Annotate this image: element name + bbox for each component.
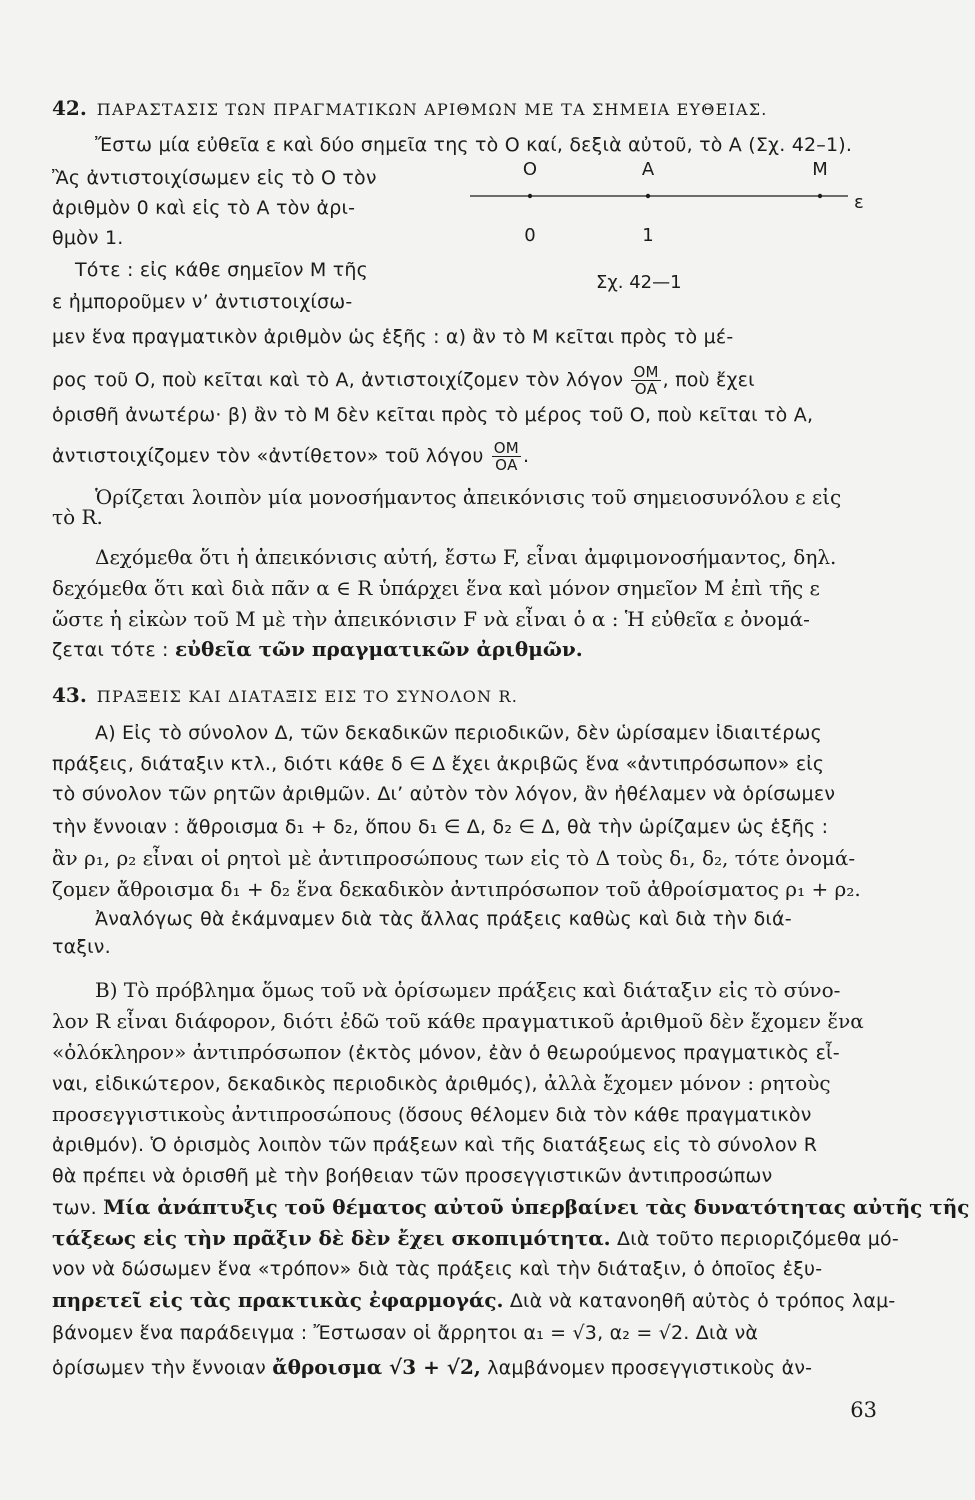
text-line bbox=[52, 364, 755, 397]
frac-numerator: ΟΜ bbox=[633, 363, 659, 381]
text-line: ὁρισθῆ ἀνωτέρω· β) ἂν τὸ Μ δὲν κεῖται πρὸς τὸ μέρος τοῦ Ο, ποὺ κεῖται τὸ Α, bbox=[52, 404, 814, 426]
section-number: 42. bbox=[52, 96, 87, 120]
text-line: ἂν ρ₁, ρ₂ εἶναι οἱ ρητοὶ μὲ ἀντιπροσώπους των εἰς τὸ Δ τοὺς δ₁, δ₂, τότε ὀνομά- bbox=[52, 846, 856, 870]
emphasis-text: ἄθροισμα √3 + √2, bbox=[272, 1355, 481, 1379]
text-line bbox=[52, 637, 583, 662]
text-line: τὸ σύνολον τῶν ρητῶν ἀριθμῶν. Δι’ αὐτὸν τὸν λόγον, ἂν ἠθέλαμεν νὰ ὁρίσωμεν bbox=[52, 783, 836, 805]
text-line-bold: τὸ R. bbox=[52, 505, 103, 529]
frac-denominator: ΟΑ bbox=[495, 456, 518, 474]
text-line: Ἀναλόγως θὰ ἐκάμναμεν διὰ τὰς ἄλλας πράξεις καθὼς καὶ διὰ τὴν διά- bbox=[95, 908, 792, 930]
text-line: θὰ πρέπει νὰ ὁρισθῆ μὲ τὴν βοήθειαν τῶν προσεγγιστικῶν ἀντιπροσώπων bbox=[52, 1165, 773, 1187]
text-fragment: . bbox=[522, 445, 530, 467]
label-o: Ο bbox=[522, 159, 538, 180]
number-line-figure bbox=[470, 155, 870, 255]
text-line: ζομεν ἄθροισμα δ₁ + δ₂ ἕνα δεκαδικὸν ἀντιπρόσωπον τοῦ ἀθροίσματος ρ₁ + ρ₂. bbox=[52, 877, 861, 901]
ratio-om-oa bbox=[631, 364, 660, 397]
text-line: ἀριθμόν). Ὁ ὁρισμὸς λοιπὸν τῶν πράξεων καὶ τῆς διατάξεως εἰς τὸ σύνολον R bbox=[52, 1134, 818, 1156]
text-fragment: , ποὺ ἔχει bbox=[662, 369, 755, 391]
point-a bbox=[646, 194, 650, 198]
text-line bbox=[52, 1102, 812, 1127]
section-43-heading bbox=[52, 683, 518, 709]
emphasis-text: τάξεως εἰς τὴν πρᾶξιν δὲ δὲν ἔχει σκοπιμότητα. bbox=[52, 1226, 611, 1250]
label-m: Μ bbox=[812, 159, 828, 180]
text-line: δεχόμεθα ὅτι καὶ διὰ πᾶν α ∈ R ὑπάρχει ἕνα καὶ μόνον σημεῖον Μ ἐπὶ τῆς ε bbox=[52, 576, 820, 600]
text-line: Β) Τὸ πρόβλημα ὅμως τοῦ νὰ ὁρίσωμεν πράξεις καὶ διάταξιν εἰς τὸ σύνο- bbox=[95, 978, 841, 1002]
text-line: μεν ἕνα πραγματικὸν ἀριθμὸν ὡς ἑξῆς : α) ἂν τὸ Μ κεῖται πρὸς τὸ μέ- bbox=[52, 326, 734, 348]
text-line: τὴν ἔννοιαν : ἄθροισμα δ₁ + δ₂, ὅπου δ₁ ∈ Δ, δ₂ ∈ Δ, θὰ τὴν ὡρίζαμεν ὡς ἑξῆς : bbox=[52, 816, 829, 838]
text-fragment: ζεται τότε : bbox=[52, 639, 169, 661]
text-line: νον νὰ δώσωμεν ἕνα «τρόπον» διὰ τὰς πράξεις καὶ τὴν διάταξιν, ὁ ὁποῖος ἐξυ- bbox=[52, 1258, 823, 1280]
label-one: 1 bbox=[642, 225, 654, 246]
text-fragment: (ἐκτὸς μόνον, ἐὰν ὁ θεωρούμενος πραγματικὸς εἶ- bbox=[347, 1042, 840, 1064]
text-line: ἀριθμὸν 0 καὶ εἰς τὸ Α τὸν ἀρι- bbox=[52, 197, 356, 219]
text-fragment: ἀντιστοιχίζομεν τὸν «ἀντίθετον» τοῦ λόγου bbox=[52, 445, 484, 467]
text-line: λον R εἶναι διάφορον, διότι ἐδῶ τοῦ κάθε πραγματικοῦ ἀριθμοῦ δὲν ἔχομεν ἕνα bbox=[52, 1009, 864, 1033]
text-line bbox=[52, 1226, 899, 1251]
section-number: 43. bbox=[52, 683, 87, 707]
text-fragment: (ὅσους θέλομεν διὰ τὸν κάθε πραγματικὸν bbox=[397, 1104, 812, 1126]
section-title: ΠΑΡΑΣΤΑΣΙΣ ΤΩΝ ΠΡΑΓΜΑΤΙΚΩΝ ΑΡΙΘΜΩΝ ΜΕ ΤΑ ΣΗΜΕΙΑ ΕΥΘΕΙΑΣ. bbox=[96, 100, 768, 119]
text-fragment: ὁρίσωμεν τὴν ἔννοιαν bbox=[52, 1357, 266, 1379]
text-fragment: «ὁλόκληρον» ἀντιπρόσωπον bbox=[52, 1040, 342, 1064]
label-a: Α bbox=[641, 159, 655, 180]
text-line: Ἂς ἀντιστοιχίσωμεν εἰς τὸ Ο τὸν bbox=[52, 167, 377, 189]
frac-denominator: ΟΑ bbox=[634, 380, 658, 398]
text-line: ταξιν. bbox=[52, 936, 111, 958]
text-line: Ἔστω μία εὐθεῖα ε καὶ δύο σημεῖα της τὸ Ο καί, δεξιὰ αὐτοῦ, τὸ Α (Σχ. 42–1). bbox=[95, 134, 853, 156]
figure-caption: Σχ. 42—1 bbox=[596, 272, 682, 293]
point-m bbox=[818, 194, 822, 198]
text-line-bold: Ὁρίζεται λοιπὸν μία μονοσήμαντος ἀπεικόνισις τοῦ σημειοσυνόλου ε εἰς bbox=[95, 485, 842, 509]
page-number: 63 bbox=[850, 1398, 877, 1422]
emphasis-text: πηρετεῖ εἰς τὰς πρακτικὰς ἐφαρμογάς. bbox=[52, 1288, 504, 1312]
text-fragment: Διὰ νὰ κατανοηθῆ αὐτὸς ὁ τρόπος λαμ- bbox=[509, 1290, 896, 1312]
text-line: βάνομεν ἕνα παράδειγμα : Ἔστωσαν οἱ ἄρρητοι α₁ = √3, α₂ = √2. Διὰ νὰ bbox=[52, 1322, 759, 1344]
text-line: Α) Εἰς τὸ σύνολον Δ, τῶν δεκαδικῶν περιοδικῶν, δὲν ὡρίσαμεν ἰδιαιτέρως bbox=[95, 722, 822, 744]
text-line bbox=[52, 1040, 840, 1065]
text-line bbox=[52, 1355, 812, 1380]
text-fragment: ἀλλὰ ἔχομεν μόνον : ρητοὺς bbox=[544, 1071, 831, 1095]
section-42-heading bbox=[52, 96, 768, 122]
point-o bbox=[528, 194, 532, 198]
text-line bbox=[52, 1195, 969, 1220]
text-line: θμὸν 1. bbox=[52, 227, 124, 249]
text-line bbox=[52, 1071, 831, 1096]
text-line: Τότε : εἰς κάθε σημεῖον Μ τῆς bbox=[75, 259, 368, 281]
ratio-om-oa bbox=[492, 440, 521, 473]
emphasis-text: εὐθεῖα τῶν πραγματικῶν ἀριθμῶν. bbox=[175, 637, 583, 661]
text-fragment: Διὰ τοῦτο περιοριζόμεθα μό- bbox=[617, 1228, 899, 1250]
text-fragment: προσεγγιστικοὺς ἀντιπροσώπους bbox=[52, 1102, 392, 1126]
text-line: Δεχόμεθα ὅτι ἡ ἀπεικόνισις αὐτή, ἔστω F, εἶναι ἀμφιμονοσήμαντος, δηλ. bbox=[95, 545, 837, 569]
label-e: ε bbox=[854, 192, 864, 213]
section-title: ΠΡΑΞΕΙΣ ΚΑΙ ΔΙΑΤΑΞΙΣ ΕΙΣ ΤΟ ΣΥΝΟΛΟΝ R. bbox=[96, 687, 519, 706]
text-line: ε ἠμποροῦμεν ν’ ἀντιστοιχίσω- bbox=[52, 291, 353, 313]
text-fragment: λαμβάνομεν προσεγγιστικοὺς ἀν- bbox=[487, 1357, 813, 1379]
text-line: πράξεις, διάταξιν κτλ., διότι κάθε δ ∈ Δ ἔχει ἀκριβῶς ἕνα «ἀντιπρόσωπον» εἰς bbox=[52, 753, 825, 775]
text-line: ὥστε ἡ εἰκὼν τοῦ Μ μὲ τὴν ἀπεικόνισιν F νὰ εἶναι ὁ α : Ἡ εὐθεῖα ε ὀνομά- bbox=[52, 607, 810, 631]
label-zero: 0 bbox=[524, 225, 536, 246]
text-line bbox=[52, 1288, 895, 1313]
text-fragment: των. bbox=[52, 1197, 97, 1219]
frac-numerator: ΟΜ bbox=[493, 439, 519, 457]
text-fragment: ρος τοῦ Ο, ποὺ κεῖται καὶ τὸ Α, ἀντιστοιχίζομεν τὸν λόγον bbox=[52, 369, 624, 391]
text-line bbox=[52, 440, 529, 473]
text-fragment: ναι, εἰδικώτερον, δεκαδικὸς περιοδικὸς ἀριθμός), bbox=[52, 1073, 538, 1095]
emphasis-text: Μία ἀνάπτυξις τοῦ θέματος αὐτοῦ ὑπερβαίνει τὰς δυνατότητας αὐτῆς τῆς bbox=[103, 1195, 970, 1219]
